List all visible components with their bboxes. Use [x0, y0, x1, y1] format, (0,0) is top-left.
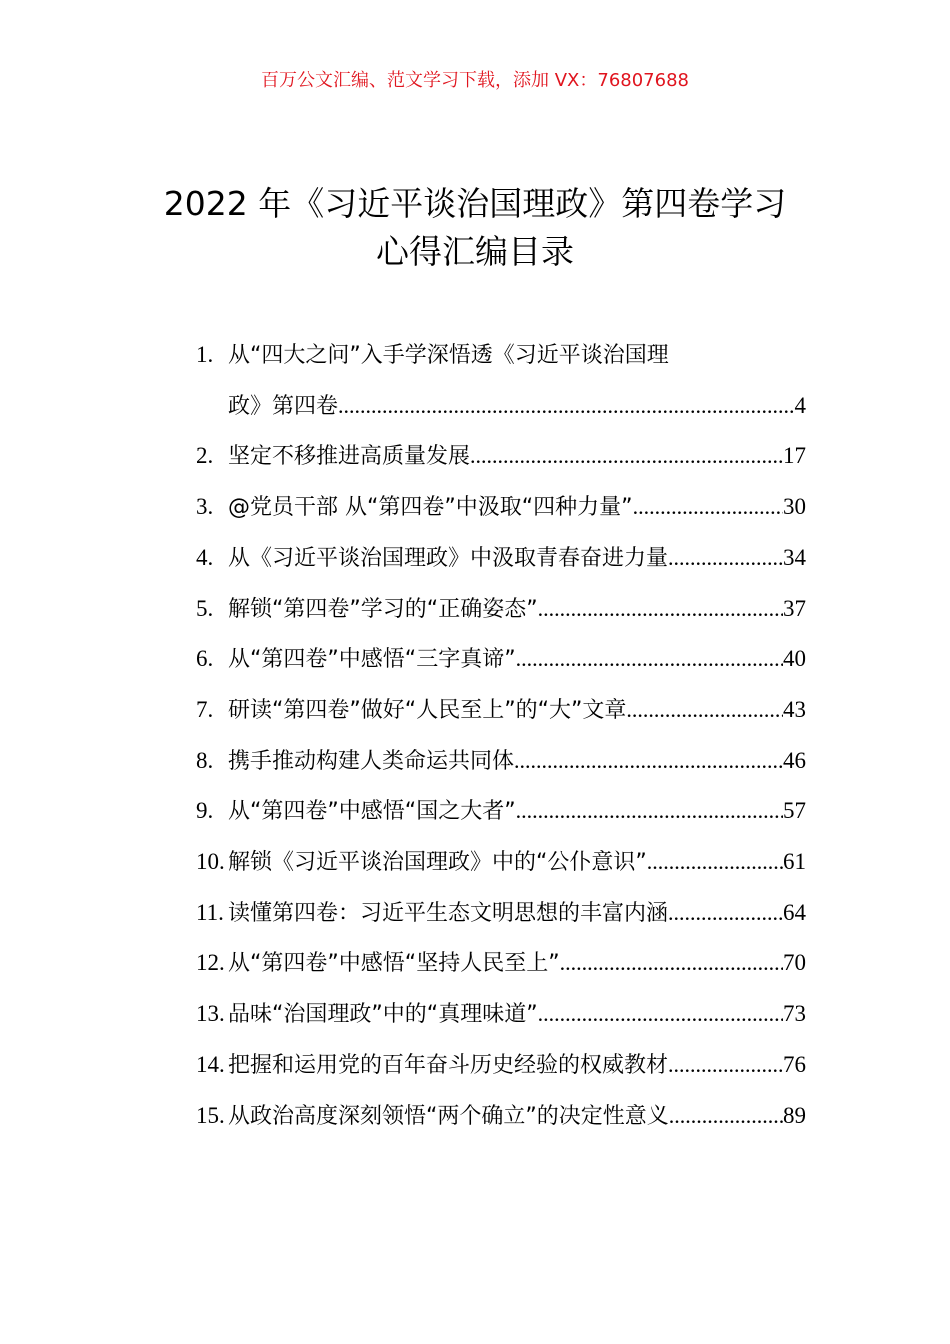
toc-entry[interactable] [196, 685, 806, 736]
toc-entry[interactable] [196, 989, 806, 1040]
toc-leader-dots [538, 989, 783, 1039]
toc-entry[interactable] [196, 938, 806, 989]
toc-entry[interactable] [196, 533, 806, 584]
toc-number: 15. [196, 1102, 225, 1128]
toc-number: 9. [196, 798, 214, 824]
toc-number: 11. [196, 899, 224, 925]
toc-leader-dots [514, 736, 783, 786]
toc-entry[interactable] [196, 888, 806, 939]
toc-leader-dots [633, 482, 783, 532]
toc-number: 3. [196, 494, 214, 520]
toc-entry[interactable] [196, 431, 806, 482]
toc-title: 从“第四卷”中感悟“三字真谛” [228, 647, 516, 673]
toc-entry[interactable] [196, 837, 806, 888]
toc-leader-dots [470, 431, 783, 481]
toc-page-number: 17 [783, 443, 806, 469]
toc-page-number: 73 [783, 1001, 806, 1027]
toc-page-number: 34 [783, 544, 806, 570]
toc-number: 10. [196, 849, 225, 875]
toc-number: 5. [196, 595, 214, 621]
header-notice: 百万公文汇编、范文学习下载，添加 VX：76807688 [261, 70, 689, 91]
toc-number: 12. [196, 950, 225, 976]
toc-number: 6. [196, 646, 214, 672]
toc-leader-dots [669, 1091, 783, 1141]
toc-title: 从“第四卷”中感悟“坚持人民至上” [228, 951, 560, 977]
table-of-contents [196, 330, 806, 1141]
toc-leader-dots [338, 381, 794, 431]
toc-title: 研读“第四卷”做好“人民至上”的“大”文章 [228, 697, 627, 723]
toc-number: 4. [196, 544, 214, 570]
toc-leader-dots [668, 533, 783, 583]
toc-page-number: 89 [783, 1102, 806, 1128]
toc-entry[interactable] [196, 482, 806, 533]
toc-page-number: 4 [794, 392, 806, 418]
toc-leader-dots [668, 1040, 783, 1090]
toc-title: 把握和运用党的百年奋斗历史经验的权威教材 [228, 1052, 669, 1078]
toc-title: 从“第四卷”中感悟“国之大者” [228, 799, 516, 825]
toc-page-number: 61 [783, 849, 806, 875]
toc-entry[interactable] [196, 584, 806, 635]
title-line-1: 2022 年《习近平谈治国理政》第四卷学习 [163, 184, 787, 223]
toc-title: 读懂第四卷：习近平生态文明思想的丰富内涵 [228, 900, 669, 926]
toc-number: 7. [196, 696, 214, 722]
toc-number: 2. [196, 443, 214, 469]
toc-leader-dots [647, 837, 783, 887]
toc-number: 8. [196, 747, 214, 773]
toc-page-number: 40 [783, 646, 806, 672]
toc-page-number: 46 [783, 747, 806, 773]
toc-page-number: 57 [783, 798, 806, 824]
toc-leader-dots [560, 938, 783, 988]
toc-title: 解锁《习近平谈治国理政》中的“公仆意识” [228, 850, 647, 876]
toc-number: 13. [196, 1001, 225, 1027]
toc-entry[interactable] [196, 1040, 806, 1091]
toc-leader-dots [538, 584, 783, 634]
toc-page-number: 43 [783, 696, 806, 722]
toc-title: 坚定不移推进高质量发展 [228, 444, 471, 470]
toc-title: 从《习近平谈治国理政》中汲取青春奋进力量 [228, 545, 669, 571]
toc-title: 品味“治国理政”中的“真理味道” [228, 1002, 538, 1028]
toc-entry[interactable] [196, 786, 806, 837]
toc-title: 解锁“第四卷”学习的“正确姿态” [228, 596, 538, 622]
toc-leader-dots [626, 685, 783, 735]
toc-title: 政》第四卷 [228, 393, 339, 419]
toc-leader-dots [516, 634, 783, 684]
toc-page-number: 76 [783, 1051, 806, 1077]
toc-leader-dots [516, 786, 783, 836]
toc-entry[interactable] [196, 330, 806, 431]
toc-title-line-1: 从“四大之问”入手学深悟透《习近平谈治国理 [228, 343, 669, 368]
title-line-2: 心得汇编目录 [376, 232, 574, 271]
toc-number: 14. [196, 1051, 225, 1077]
toc-title: @党员干部 从“第四卷”中汲取“四种力量” [228, 495, 633, 521]
toc-page-number: 37 [783, 595, 806, 621]
toc-entry[interactable] [196, 736, 806, 787]
toc-page-number: 64 [783, 899, 806, 925]
document-title [0, 180, 950, 276]
toc-title: 从政治高度深刻领悟“两个确立”的决定性意义 [228, 1103, 669, 1129]
toc-entry[interactable] [196, 1091, 806, 1142]
toc-title: 携手推动构建人类命运共同体 [228, 748, 515, 774]
toc-page-number: 70 [783, 950, 806, 976]
toc-entry[interactable] [196, 634, 806, 685]
toc-leader-dots [668, 888, 783, 938]
toc-number: 1. [196, 342, 214, 367]
toc-page-number: 30 [783, 494, 806, 520]
